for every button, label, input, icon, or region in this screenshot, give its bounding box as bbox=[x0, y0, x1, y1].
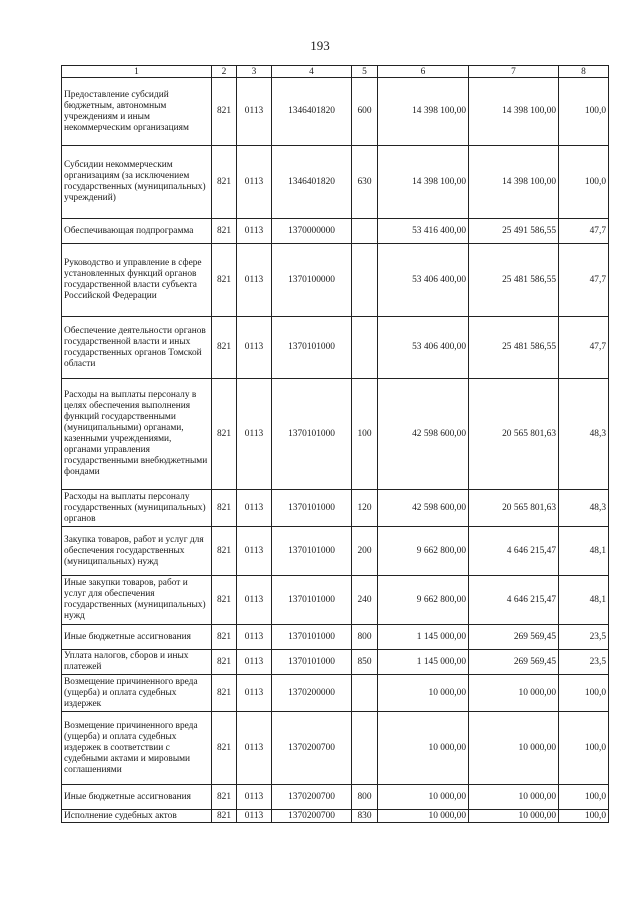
row-section: 0113 bbox=[237, 78, 272, 146]
row-grbs: 821 bbox=[212, 650, 237, 675]
row-planned-amount: 10 000,00 bbox=[378, 675, 469, 712]
header-cell: 3 bbox=[237, 66, 272, 78]
row-planned-amount: 42 598 600,00 bbox=[378, 379, 469, 490]
row-section: 0113 bbox=[237, 650, 272, 675]
row-actual-amount: 14 398 100,00 bbox=[469, 78, 559, 146]
row-target-code: 1370101000 bbox=[272, 317, 352, 379]
table-row bbox=[62, 650, 609, 675]
row-expense-type: 100 bbox=[352, 379, 378, 490]
row-actual-amount: 269 569,45 bbox=[469, 625, 559, 650]
header-row bbox=[62, 66, 609, 78]
row-grbs: 821 bbox=[212, 675, 237, 712]
row-grbs: 821 bbox=[212, 78, 237, 146]
row-planned-amount: 10 000,00 bbox=[378, 810, 469, 823]
row-planned-amount: 10 000,00 bbox=[378, 712, 469, 785]
table-row bbox=[62, 490, 609, 527]
table-row bbox=[62, 527, 609, 576]
table-row bbox=[62, 810, 609, 823]
row-planned-amount: 53 416 400,00 bbox=[378, 219, 469, 244]
row-percent: 100,0 bbox=[559, 810, 609, 823]
row-planned-amount: 14 398 100,00 bbox=[378, 78, 469, 146]
row-actual-amount: 10 000,00 bbox=[469, 810, 559, 823]
row-target-code: 1346401820 bbox=[272, 146, 352, 219]
row-target-code: 1370101000 bbox=[272, 490, 352, 527]
row-target-code: 1370200700 bbox=[272, 712, 352, 785]
row-name: Предоставление субсидий бюджетным, автономным учреждениям и иным некоммерческим организациям bbox=[62, 78, 212, 146]
row-section: 0113 bbox=[237, 576, 272, 625]
row-actual-amount: 20 565 801,63 bbox=[469, 379, 559, 490]
row-actual-amount: 10 000,00 bbox=[469, 675, 559, 712]
header-cell: 5 bbox=[352, 66, 378, 78]
row-actual-amount: 14 398 100,00 bbox=[469, 146, 559, 219]
row-percent: 48,1 bbox=[559, 527, 609, 576]
row-target-code: 1370101000 bbox=[272, 527, 352, 576]
row-name: Расходы на выплаты персоналу в целях обеспечения выполнения функций государственными (муниципальными) органами, казенными учреждениями, органами управления государственными внебюджетными фондами bbox=[62, 379, 212, 490]
table-row bbox=[62, 379, 609, 490]
row-percent: 47,7 bbox=[559, 244, 609, 317]
row-planned-amount: 14 398 100,00 bbox=[378, 146, 469, 219]
row-name: Обеспечение деятельности органов государственной власти и иных государственных органов Томской области bbox=[62, 317, 212, 379]
table-row bbox=[62, 785, 609, 810]
header-cell: 7 bbox=[469, 66, 559, 78]
row-actual-amount: 269 569,45 bbox=[469, 650, 559, 675]
table-row bbox=[62, 576, 609, 625]
row-section: 0113 bbox=[237, 146, 272, 219]
row-expense-type: 630 bbox=[352, 146, 378, 219]
row-grbs: 821 bbox=[212, 527, 237, 576]
row-name: Возмещение причиненного вреда (ущерба) и оплата судебных издержек bbox=[62, 675, 212, 712]
row-percent: 48,3 bbox=[559, 379, 609, 490]
row-actual-amount: 25 481 586,55 bbox=[469, 317, 559, 379]
row-expense-type bbox=[352, 244, 378, 317]
row-expense-type: 120 bbox=[352, 490, 378, 527]
row-expense-type bbox=[352, 317, 378, 379]
row-grbs: 821 bbox=[212, 244, 237, 317]
row-name: Субсидии некоммерческим организациям (за исключением государственных (муниципальных) учреждений) bbox=[62, 146, 212, 219]
row-grbs: 821 bbox=[212, 379, 237, 490]
row-section: 0113 bbox=[237, 317, 272, 379]
row-planned-amount: 53 406 400,00 bbox=[378, 244, 469, 317]
row-target-code: 1370200700 bbox=[272, 810, 352, 823]
row-expense-type: 240 bbox=[352, 576, 378, 625]
row-expense-type: 850 bbox=[352, 650, 378, 675]
row-expense-type bbox=[352, 712, 378, 785]
row-grbs: 821 bbox=[212, 810, 237, 823]
row-expense-type: 600 bbox=[352, 78, 378, 146]
row-grbs: 821 bbox=[212, 490, 237, 527]
row-name: Исполнение судебных актов bbox=[62, 810, 212, 823]
row-actual-amount: 4 646 215,47 bbox=[469, 527, 559, 576]
row-expense-type: 830 bbox=[352, 810, 378, 823]
row-grbs: 821 bbox=[212, 317, 237, 379]
row-actual-amount: 25 481 586,55 bbox=[469, 244, 559, 317]
table-row bbox=[62, 244, 609, 317]
table-row bbox=[62, 712, 609, 785]
row-planned-amount: 42 598 600,00 bbox=[378, 490, 469, 527]
table-row bbox=[62, 146, 609, 219]
row-grbs: 821 bbox=[212, 625, 237, 650]
header-cell: 2 bbox=[212, 66, 237, 78]
row-percent: 48,3 bbox=[559, 490, 609, 527]
row-percent: 100,0 bbox=[559, 785, 609, 810]
table-row bbox=[62, 675, 609, 712]
row-percent: 47,7 bbox=[559, 219, 609, 244]
row-actual-amount: 10 000,00 bbox=[469, 785, 559, 810]
row-section: 0113 bbox=[237, 244, 272, 317]
row-actual-amount: 20 565 801,63 bbox=[469, 490, 559, 527]
row-section: 0113 bbox=[237, 379, 272, 490]
row-target-code: 1370100000 bbox=[272, 244, 352, 317]
row-section: 0113 bbox=[237, 625, 272, 650]
row-section: 0113 bbox=[237, 527, 272, 576]
row-percent: 100,0 bbox=[559, 675, 609, 712]
row-target-code: 1370101000 bbox=[272, 650, 352, 675]
row-expense-type bbox=[352, 675, 378, 712]
row-section: 0113 bbox=[237, 810, 272, 823]
row-percent: 23,5 bbox=[559, 625, 609, 650]
header-cell: 4 bbox=[272, 66, 352, 78]
page-number: 193 bbox=[310, 38, 330, 53]
row-planned-amount: 1 145 000,00 bbox=[378, 650, 469, 675]
row-percent: 100,0 bbox=[559, 146, 609, 219]
row-name: Уплата налогов, сборов и иных платежей bbox=[62, 650, 212, 675]
row-name: Расходы на выплаты персоналу государственных (муниципальных) органов bbox=[62, 490, 212, 527]
row-grbs: 821 bbox=[212, 712, 237, 785]
row-planned-amount: 53 406 400,00 bbox=[378, 317, 469, 379]
row-planned-amount: 1 145 000,00 bbox=[378, 625, 469, 650]
row-grbs: 821 bbox=[212, 146, 237, 219]
row-section: 0113 bbox=[237, 219, 272, 244]
row-expense-type: 800 bbox=[352, 785, 378, 810]
row-percent: 100,0 bbox=[559, 78, 609, 146]
table-row bbox=[62, 219, 609, 244]
row-target-code: 1370101000 bbox=[272, 625, 352, 650]
header-cell: 1 bbox=[62, 66, 212, 78]
row-target-code: 1370000000 bbox=[272, 219, 352, 244]
row-grbs: 821 bbox=[212, 785, 237, 810]
row-target-code: 1370101000 bbox=[272, 576, 352, 625]
budget-table bbox=[61, 65, 609, 823]
header-cell: 8 bbox=[559, 66, 609, 78]
row-percent: 47,7 bbox=[559, 317, 609, 379]
row-name: Закупка товаров, работ и услуг для обеспечения государственных (муниципальных) нужд bbox=[62, 527, 212, 576]
row-planned-amount: 9 662 800,00 bbox=[378, 527, 469, 576]
row-section: 0113 bbox=[237, 785, 272, 810]
row-actual-amount: 25 491 586,55 bbox=[469, 219, 559, 244]
row-expense-type bbox=[352, 219, 378, 244]
row-name: Возмещение причиненного вреда (ущерба) и оплата судебных издержек в соответствии с судебными актами и мировыми соглашениями bbox=[62, 712, 212, 785]
row-grbs: 821 bbox=[212, 219, 237, 244]
row-planned-amount: 9 662 800,00 bbox=[378, 576, 469, 625]
row-target-code: 1346401820 bbox=[272, 78, 352, 146]
row-name: Иные закупки товаров, работ и услуг для обеспечения государственных (муниципальных) нужд bbox=[62, 576, 212, 625]
table-row bbox=[62, 78, 609, 146]
row-grbs: 821 bbox=[212, 576, 237, 625]
row-section: 0113 bbox=[237, 490, 272, 527]
row-name: Руководство и управление в сфере установленных функций органов государственной власти субъекта Российской Федерации bbox=[62, 244, 212, 317]
row-target-code: 1370200000 bbox=[272, 675, 352, 712]
row-section: 0113 bbox=[237, 675, 272, 712]
table-row bbox=[62, 317, 609, 379]
row-planned-amount: 10 000,00 bbox=[378, 785, 469, 810]
row-target-code: 1370200700 bbox=[272, 785, 352, 810]
row-percent: 100,0 bbox=[559, 712, 609, 785]
row-expense-type: 800 bbox=[352, 625, 378, 650]
header-cell: 6 bbox=[378, 66, 469, 78]
row-target-code: 1370101000 bbox=[272, 379, 352, 490]
row-name: Обеспечивающая подпрограмма bbox=[62, 219, 212, 244]
row-expense-type: 200 bbox=[352, 527, 378, 576]
row-name: Иные бюджетные ассигнования bbox=[62, 785, 212, 810]
table-row bbox=[62, 625, 609, 650]
row-section: 0113 bbox=[237, 712, 272, 785]
row-percent: 23,5 bbox=[559, 650, 609, 675]
row-name: Иные бюджетные ассигнования bbox=[62, 625, 212, 650]
row-actual-amount: 4 646 215,47 bbox=[469, 576, 559, 625]
row-actual-amount: 10 000,00 bbox=[469, 712, 559, 785]
row-percent: 48,1 bbox=[559, 576, 609, 625]
